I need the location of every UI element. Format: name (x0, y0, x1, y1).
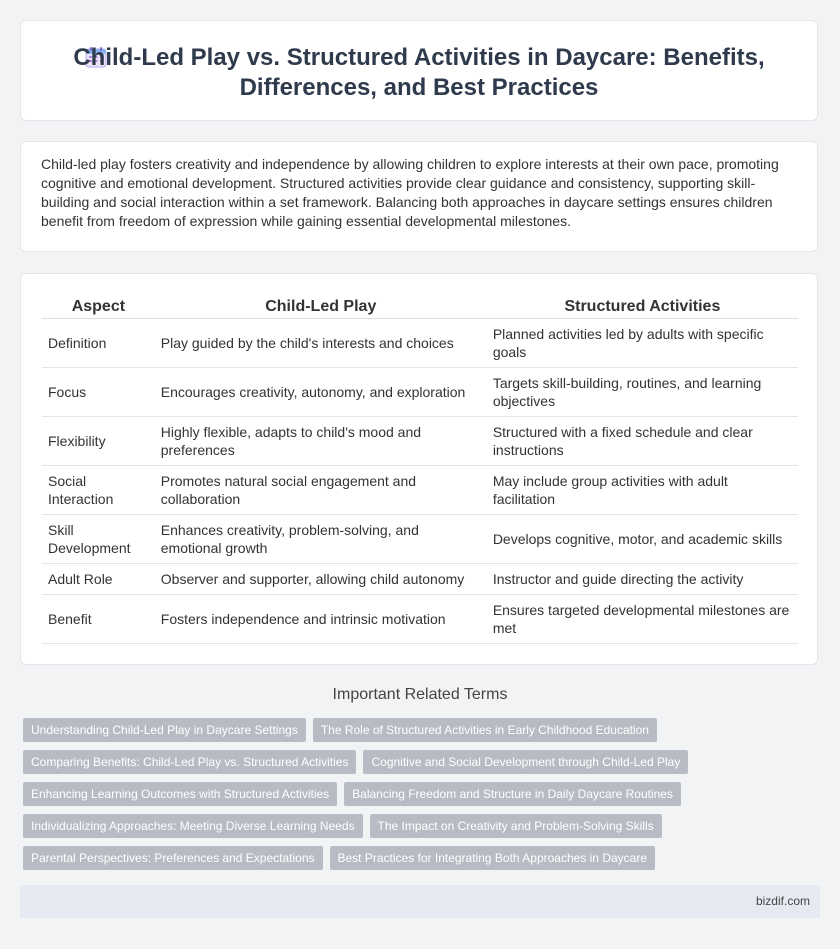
footer-site-link[interactable]: bizdif.com (755, 894, 810, 908)
related-term-tag[interactable]: Understanding Child-Led Play in Daycare Settings (23, 718, 306, 742)
related-terms-list (23, 718, 823, 878)
intro-card (20, 141, 818, 252)
related-term-tag[interactable]: The Role of Structured Activities in Early Childhood Education (313, 718, 657, 742)
cell-aspect: Social Interaction (42, 466, 155, 515)
cell-child-led: Observer and supporter, allowing child autonomy (155, 564, 487, 595)
cell-structured: Instructor and guide directing the activity (487, 564, 798, 595)
related-term-tag[interactable]: The Impact on Creativity and Problem-Solving Skills (370, 814, 662, 838)
comparison-table-card (20, 273, 818, 665)
cell-structured: Develops cognitive, motor, and academic skills (487, 515, 798, 564)
related-term-tag[interactable]: Best Practices for Integrating Both Approaches in Daycare (330, 846, 656, 870)
cell-child-led: Fosters independence and intrinsic motivation (155, 595, 487, 644)
cell-child-led: Play guided by the child's interests and choices (155, 319, 487, 368)
cell-structured: Ensures targeted developmental milestones are met (487, 595, 798, 644)
intro-paragraph: Child-led play fosters creativity and independence by allowing children to explore interests at their own pace, promoting cognitive and emotional development. Structured activities provide clear guidance and consistency, supporting skill-building and social interaction within a set framework. Balancing both approaches in daycare settings ensures children benefit from freedom of expression while gaining essential developmental milestones. (41, 156, 779, 229)
cell-aspect: Focus (42, 368, 155, 417)
cell-child-led: Highly flexible, adapts to child's mood and preferences (155, 417, 487, 466)
cell-structured: May include group activities with adult facilitation (487, 466, 798, 515)
header-card (20, 20, 818, 121)
cell-child-led: Encourages creativity, autonomy, and exploration (155, 368, 487, 417)
header-aspect: Aspect (42, 296, 155, 319)
table-row (42, 564, 798, 595)
related-terms-heading: Important Related Terms (332, 686, 508, 703)
related-term-tag[interactable]: Balancing Freedom and Structure in Daily Daycare Routines (344, 782, 681, 806)
footer-bar (20, 885, 820, 918)
cell-aspect: Definition (42, 319, 155, 368)
related-term-tag[interactable]: Cognitive and Social Development through Child-Led Play (363, 750, 688, 774)
related-term-tag[interactable]: Comparing Benefits: Child-Led Play vs. Structured Activities (23, 750, 356, 774)
header-structured-activities: Structured Activities (487, 296, 798, 319)
table-row (42, 319, 798, 368)
cell-child-led: Enhances creativity, problem-solving, and emotional growth (155, 515, 487, 564)
related-term-tag[interactable]: Parental Perspectives: Preferences and Expectations (23, 846, 323, 870)
related-term-tag[interactable]: Enhancing Learning Outcomes with Structured Activities (23, 782, 337, 806)
table-row (42, 417, 798, 466)
page-title: Child-Led Play vs. Structured Activities in Daycare: Benefits, Differences, and Best Practices (73, 44, 765, 101)
header-child-led-play: Child-Led Play (155, 296, 487, 319)
table-row (42, 466, 798, 515)
cell-aspect: Skill Development (42, 515, 155, 564)
cell-structured: Targets skill-building, routines, and learning objectives (487, 368, 798, 417)
table-row (42, 368, 798, 417)
related-term-tag[interactable]: Individualizing Approaches: Meeting Diverse Learning Needs (23, 814, 363, 838)
cell-aspect: Flexibility (42, 417, 155, 466)
cell-structured: Structured with a fixed schedule and clear instructions (487, 417, 798, 466)
cell-structured: Planned activities led by adults with specific goals (487, 319, 798, 368)
cell-aspect: Adult Role (42, 564, 155, 595)
cell-aspect: Benefit (42, 595, 155, 644)
table-row (42, 515, 798, 564)
comparison-table (42, 296, 798, 644)
table-row (42, 595, 798, 644)
cell-child-led: Promotes natural social engagement and collaboration (155, 466, 487, 515)
